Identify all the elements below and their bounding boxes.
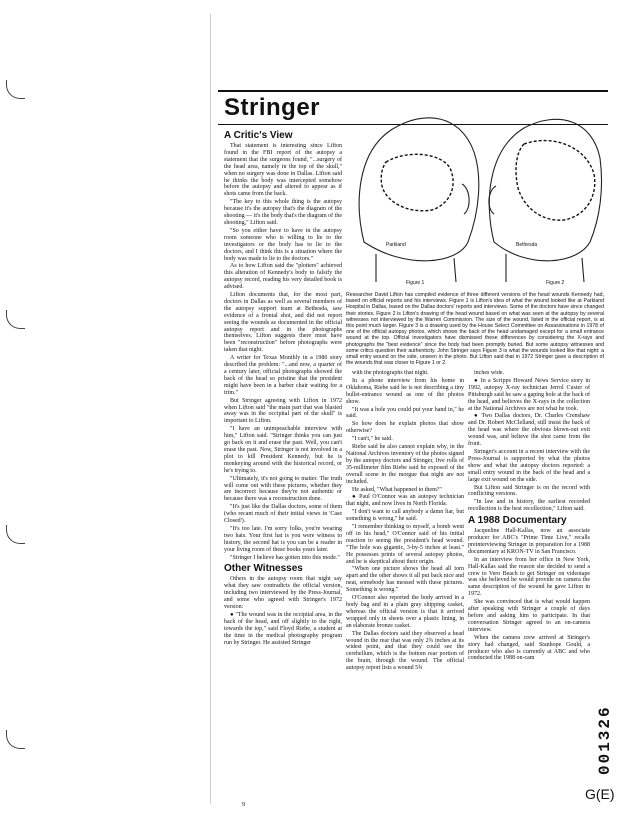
article-column-3: [468, 370, 590, 806]
document-number-stamp: [595, 680, 617, 776]
margin-curl-mark: [6, 730, 25, 749]
headline: Stringer: [224, 94, 321, 121]
newspaper-clipping: [218, 40, 608, 810]
figure-1-wound-area: [381, 154, 453, 210]
article-paragraph: with the photographs that night.: [352, 370, 429, 376]
figure-2-wound-area: [516, 141, 595, 221]
article-paragraph: When the camera crew arrived at Stringer's story had changed, said Stanhope Gould, a producer who also is currently at ABC and who conducted the 1988 on-cam: [468, 634, 590, 662]
article-paragraph: Jacqueline Hall-Kallas, now an associate producer for ABC's "Prime Time Live," recalls preinterviewing Stringer in preparation for a 1988 documentary at KRON-TV in San Francisco.: [468, 528, 590, 555]
page-number: 9: [242, 802, 245, 808]
bethesda-label: Bethesda: [516, 242, 538, 248]
margin-curl-mark: [6, 525, 25, 544]
article-paragraph: Others in the autopsy room that night say what they saw contradicts the official version, including two interviewed by the Press-Journal, and some who agreed with Stringer's 1972 version:: [224, 576, 342, 611]
article-paragraph: "I have an unimpeachable interview with him," Lifton said. "Stringer thinks you can just go back on it and erase the past. Well, you can't erase the past. Now, Stringer is not involved in a plot to kill President Kennedy, but he is monkeying around with the historical record, or he's trying to.: [224, 426, 342, 474]
article-paragraph: The Dallas doctors said they observed a head wound in the rear that was only 2¾ inches at its widest point, and that they could see the cerebellum, which is the bottom rear portion of the brain, through the wound. The official autopsy report lists a wound 5¾: [346, 630, 464, 672]
article-paragraph: ● "The wound was in the occipital area, in the back of the head, and off slightly to the right, towards the top," said Floyd Riebe, a student at the time in the medical photography program run by Stringer. He assisted Stringer: [224, 612, 342, 646]
scan-edge-line: [210, 14, 211, 804]
article-paragraph: He asked, "What happened to them?": [352, 486, 442, 493]
handwritten-corner-mark: G(E): [585, 786, 615, 802]
article-paragraph: inches wide.: [474, 370, 504, 376]
article-paragraph: ● In a Scripps Howard News Service story in 1992, autopsy X-ray technician Jerrol Custer of Pittsburgh said he saw a gaping hole at the back of the head, and believes the X-rays in the collection at the National Archives are not what he took.: [468, 377, 590, 412]
article-paragraph: ● Paul O'Connor was an autopsy technician that night, and now lives in North Florida.: [346, 494, 464, 508]
article-paragraph: "I can't," he said.: [352, 436, 393, 443]
article-paragraph: "Stringer I believe has gotten into this mode.": [230, 554, 340, 561]
article-paragraph: "In law and in history, the earliest recorded recollection is the best recollection," Lifton said.: [468, 499, 590, 513]
section-title-other-witnesses: Other Witnesses: [224, 563, 303, 575]
article-paragraph: ● Two Dallas doctors, Dr. Charles Crenshaw and Dr. Robert McClelland, still insist the back of the head was where the obvious blown-out exit wound was, and believe the shot came from the front.: [468, 413, 590, 448]
article-paragraph: Stringer's account in a recent interview with the Press-Journal is supported by what the photos show and what the autopsy doctors reported: a small entry wound in the back of the head and a large exit wound on the side.: [468, 448, 590, 483]
article-paragraph: "When one picture shows the head all torn apart and the other shows it all put back nice and neat, somebody has messed with these pictures. Something is wrong.": [346, 566, 464, 594]
section-title-critics-view: A Critic's View: [224, 130, 293, 141]
article-paragraph: As to how Lifton said the "plotters" achieved this alteration of Kennedy's body to falsify the autopsy record, reading his very detailed book is advised.: [224, 263, 342, 291]
article-paragraph: A writer for Texas Monthly in a 1980 story described the problem: "...and now, a quarter of a century later, official photographs showed the back of the head so pristine that the president might have been in a barber chair waiting for a trim.": [224, 355, 342, 396]
article-paragraph: In an interview from her office in New York, Hall-Kallas said the reason she decided to send a crew to Vero Beach to get Stringer on videotape was she believed he would provide on camera the same description of the wound he gave Lifton in 1972.: [468, 556, 590, 598]
head-wound-diagrams: [346, 92, 604, 288]
article-column-1: [224, 128, 342, 804]
article-paragraph: But Stringer agreeing with Lifton in 1972 when Lifton said "the main part that was blasted away was in the occipital part of the skull" is important to Lifton.: [224, 397, 342, 425]
article-paragraph: "Ultimately, it's not going to matter. The truth will come out with these pictures, whether they are incorrect because they're not authentic or because there was a reconstruction done.: [224, 475, 342, 503]
section-title-1988-documentary: A 1988 Documentary: [468, 515, 567, 527]
article-paragraph: "I remember thinking to myself, a bomb went off in his head," O'Connor said of his initial reaction to seeing the president's head wound. "The hole was gigantic, 3-by-5 inches at least." He possesses prints of several autopsy photos, and he is skeptical about their origin.: [346, 524, 464, 565]
article-paragraph: "It's too late. I'm sorry folks, you're wearing two hats. Your first hat is you were witness to history, the second hat is you can be a reader in your living room of these books years later.: [224, 525, 342, 553]
article-paragraph: "So you either have to have in the autopsy room someone who is willing to lie to the investigators or the body has to lie to the doctors, and I think this is a situation where the body was made to lie to the doctors.": [224, 227, 342, 262]
document-number-text: 001326: [596, 705, 614, 775]
margin-curl-mark: [6, 310, 25, 329]
figure-1-label: Figure 1: [406, 280, 425, 286]
article-paragraph: In a phone interview from his home in Oklahoma, Riebe said he is not describing a tiny bullet-entrance wound as one of the photos show.: [346, 377, 464, 405]
article-paragraph: She was convinced that is what would happen after speaking with Stringer a couple of days before and asking him to participate. In that conversation Stringer agreed to an on-camera interview.: [468, 599, 590, 633]
figure-2-label: Figure 2: [546, 280, 565, 286]
article-paragraph: "I don't want to call anybody a damn liar, but something is wrong," he said.: [346, 509, 464, 523]
figure-caption: Researcher David Lifton has compiled evidence of three different versions of the head wounds Kennedy had, based on official reports and his interviews. Figure 1 is Lifton's idea of what the wound looked like at Parkland Hospital in Dallas, based on the Dallas doctors' reports and interviews. Some of the doctors have since changed their stories. Figure 2 is Lifton's drawing of the head wound based on what was seen at the autopsy by several witnesses not interviewed by the Warren Commission. The size of the wound, listed in the official report, is at this point much larger. Figure 3 is a drawing used by the House Select Committee on Assassinations in 1978 of one of the official autopsy photos, which shows the back of the head undamaged except for a small entrance wound at the top. Official investigators have dismissed these differences by considering the X-rays and photographs the "best evidence" since the body had been promptly buried. But some autopsy witnesses and some critics question their authenticity. John Stringer says Figure 3 is what the wounds looked like that night: a small entry wound on the side, unseen in the photo. But Lifton said that in 1972 Stringer gave a description of the wounds that was closer to Figure 1 or 2.: [346, 292, 604, 367]
article-paragraph: That statement is interesting since Lifton found in the FBI report of the autopsy a statement that the surgeons found, "...surgery of the head area, namely in the top of the skull," when no surgery was done in Dallas. Lifton said he thinks the body was intercepted somehow before the autopsy and altered to appear as if shots came from the back.: [224, 143, 342, 198]
article-paragraph: "It was a hole you could put your hand in," he said.: [346, 406, 464, 420]
article-column-2: [346, 370, 464, 806]
article-paragraph: O'Connor also reported the body arrived in a body bag and in a plain gray shipping casket, whereas the official version is that it arrived wrapped only in sheets over a plastic lining, in an elaborate bronze casket.: [346, 595, 464, 629]
article-paragraph: "It's just like the Dallas doctors, some of them (who recant much of their initial views in 'Case Closed').: [224, 504, 342, 525]
figure-panel: [346, 92, 604, 288]
margin-curl-mark: [6, 80, 25, 99]
parkland-label: Parkland: [386, 242, 406, 248]
article-paragraph: Lifton documents that, for the most part, doctors in Dallas as well as several members of the autopsy support team at Bethesda, saw evidence of a frontal shot, and did not report seeing the wounds as documented in the official autopsy report and in the photographs themselves. Lifton suggests there must have been "reconstruction" before photographs were taken that night.: [224, 292, 342, 354]
article-paragraph: "The key to this whole thing is the autopsy because it's the autopsy that's the diagram of the shooting — it's the body that's the diagram of the shooting," Lifton said.: [224, 199, 342, 226]
article-paragraph: But Lifton said Stringer is on the record with conflicting versions.: [468, 484, 590, 498]
article-paragraph: Riebe said he also cannot explain why, in the National Archives inventory of the photos signed by the autopsy doctors and Stringer, five rolls of 35-millimeter film Riebe said he exposed of the overall scene in the morgue that night are not included.: [346, 444, 464, 485]
article-paragraph: So how does he explain photos that show otherwise?: [346, 421, 464, 435]
